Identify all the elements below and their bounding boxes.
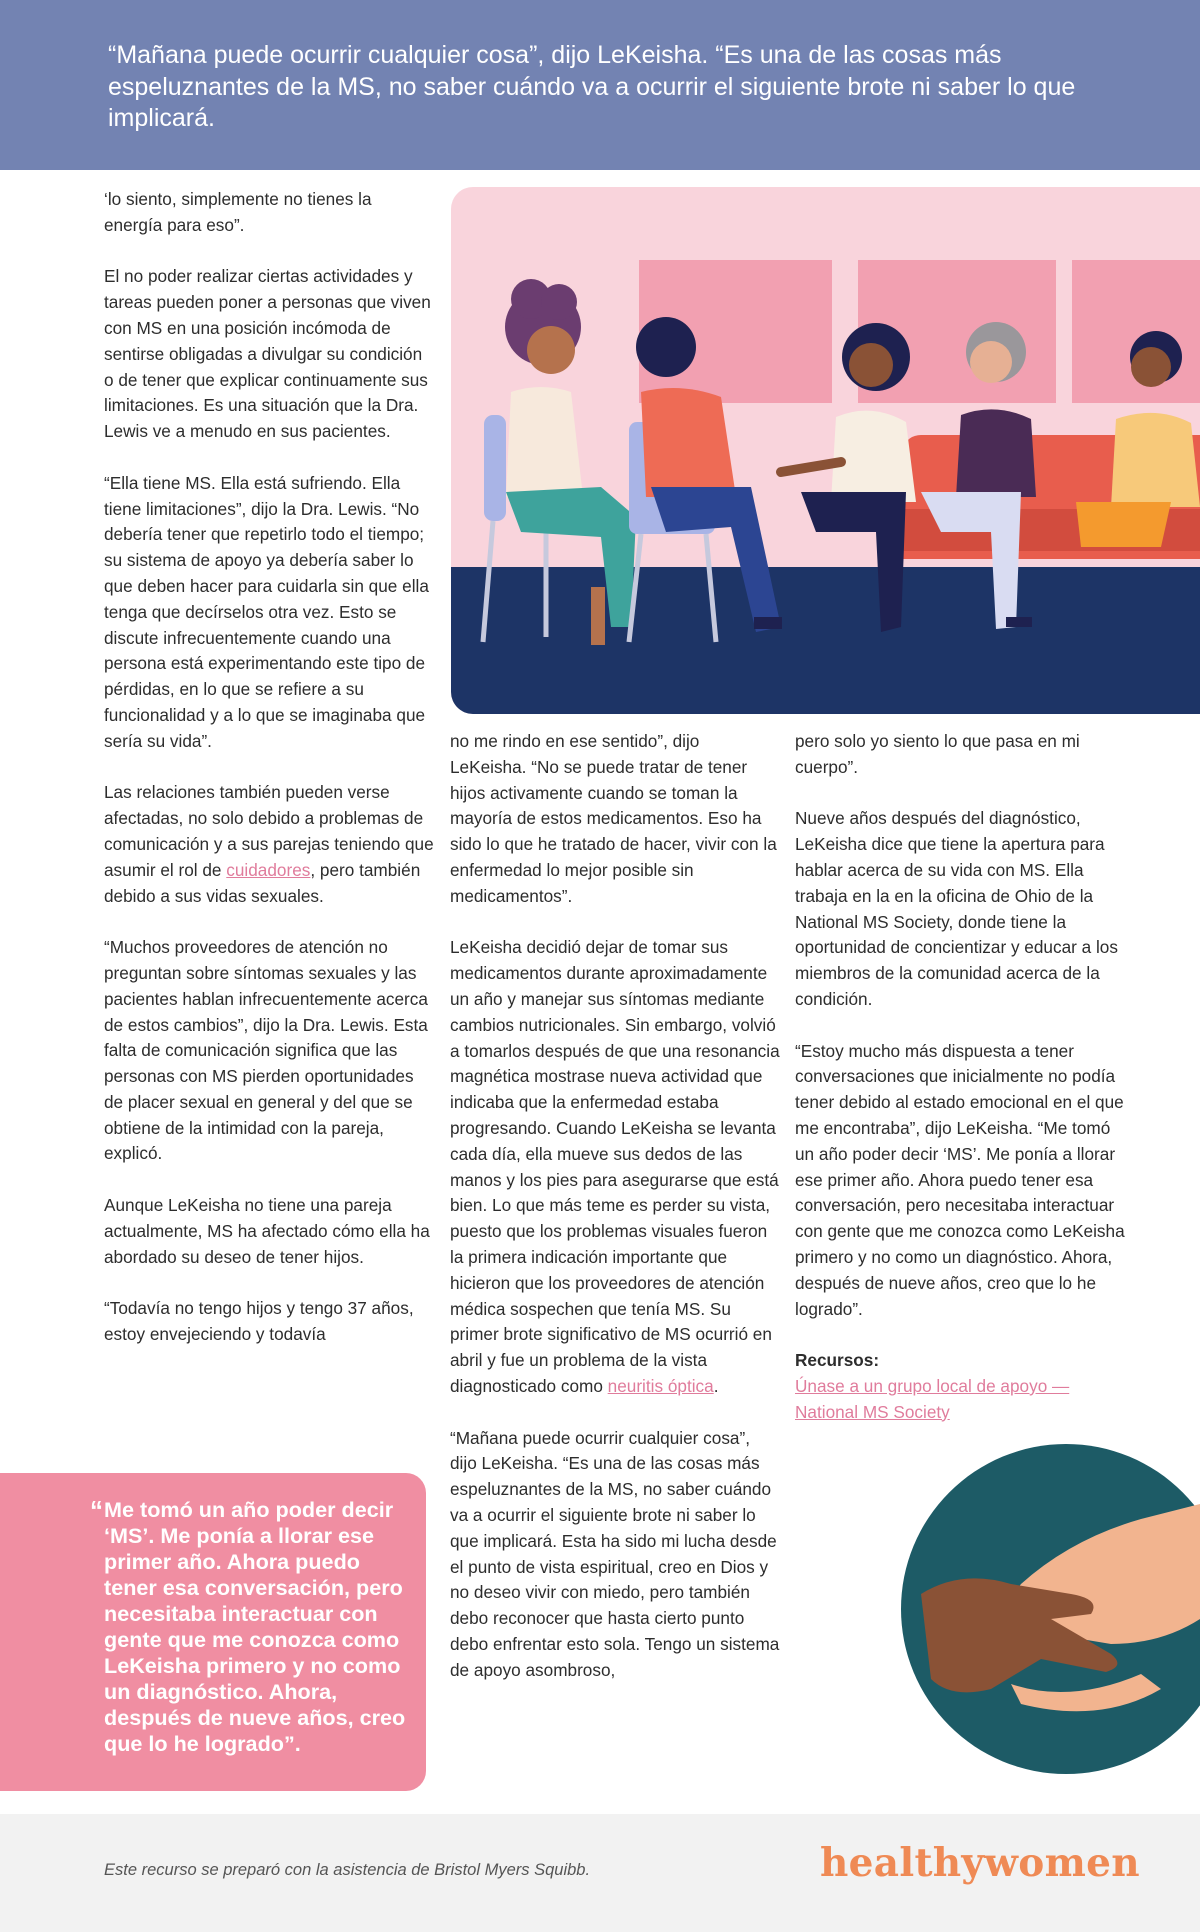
- column-1: [104, 187, 434, 1348]
- paragraph: “Ella tiene MS. Ella está sufriendo. Ella tiene limitaciones”, dijo la Dra. Lewis. “No debería tener que repetirlo todo el tiempo; su sistema de apoyo ya debería saber lo que deben hacer para cuidarla sin que ella tenga que decírselos otra vez. Esto se discute infrecuentemente cuando una persona está experimentando este tipo de pérdidas, en lo que se refiere a su funcionalidad y a lo que se imaginaba que sería su vida”.: [104, 472, 429, 751]
- column-2: [450, 729, 780, 1683]
- text: Las relaciones también pueden verse afectadas, no solo debido a problemas de comunicación y a sus parejas teniendo que asumir el rol de: [104, 782, 434, 880]
- column-3: [795, 729, 1125, 1426]
- paragraph: “Mañana puede ocurrir cualquier cosa”, dijo LeKeisha. “Es una de las cosas más espeluznantes de la MS, no saber cuándo va a ocurrir el siguiente brote ni saber lo que implicará. Esta ha sido mi lucha desde el punto de vista espiritual, creo en Dios y no deseo vivir con miedo, pero también debo reconocer que hasta cierto punto debo enfrentar esto sola. Tengo un sistema de apoyo asombroso,: [450, 1427, 780, 1680]
- header-quote: “Mañana puede ocurrir cualquier cosa”, dijo LeKeisha. “Es una de las cosas más espeluznantes de la MS, no saber cuándo va a ocurrir el siguiente brote ni saber lo que implicará.: [108, 41, 1076, 132]
- paragraph: ‘lo siento, simplemente no tienes la energía para eso”.: [104, 189, 372, 235]
- quote-mark: “: [90, 1495, 103, 1525]
- paragraph: El no poder realizar ciertas actividades y tareas pueden poner a personas que viven con MS en una posición incómoda de sentirse obligadas a divulgar su condición o de tener que explicar continuamente sus limitaciones. Es una situación que la Dra. Lewis ve a menudo en sus pacientes.: [104, 266, 431, 442]
- healthywomen-logo[interactable]: healthywomen: [820, 1840, 1140, 1886]
- paragraph: “Estoy mucho más dispuesta a tener conversaciones que inicialmente no podía tener debido al estado emocional en el que me encontraba”, dijo LeKeisha. “Me tomó un año poder decir ‘MS’. Me ponía a llorar ese primer año. Ahora puedo tener esa conversación, pero necesitaba interactuar con gente que me conozca como LeKeisha primero y no como un diagnóstico. Ahora, después de nueve años, creo que lo he logrado”.: [795, 1040, 1125, 1319]
- sponsor-credit: Este recurso se preparó con la asistencia de Bristol Myers Squibb.: [104, 1861, 591, 1879]
- text: LeKeisha decidió dejar de tomar sus medicamentos durante aproximadamente un año y manejar sus síntomas mediante cambios nutricionales. Sin embargo, volvió a tomarlos después de que una resonancia magnética mostrase nueva actividad que indicaba que la enfermedad estaba progresando. Cuando LeKeisha se levanta cada día, ella mueve sus dedos de las manos y los pies para asegurarse que está bien. Lo que más teme es perder su vista, puesto que los problemas visuales fueron la primera indicación importante que hicieron que los proveedores de atención médica sospechen que tenía MS. Su primer brote significativo de MS ocurrió en abril y fue un problema de la vista diagnosticado como: [450, 937, 780, 1396]
- paragraph: Aunque LeKeisha no tiene una pareja actualmente, MS ha afectado cómo ella ha abordado su deseo de tener hijos.: [104, 1195, 430, 1267]
- paragraph: [450, 935, 780, 1399]
- paragraph: “Muchos proveedores de atención no preguntan sobre síntomas sexuales y las pacientes hablan infrecuentemente acerca de estos cambios”, dijo la Dra. Lewis. Esta falta de comunicación significa que las personas con MS pierden oportunidades de placer sexual en general y del que se obtiene de la intimidad con la pareja, explicó.: [104, 937, 428, 1164]
- paragraph: pero solo yo siento lo que pasa en mi cuerpo”.: [795, 731, 1080, 777]
- resources-section: [795, 1348, 1125, 1425]
- text: .: [713, 1375, 719, 1396]
- paragraph: no me rindo en ese sentido”, dijo LeKeisha. “No se puede tratar de tener hijos activamente cuando se toman la mayoría de estos medicamentos. Eso ha sido lo que he tratado de hacer, vivir con la enfermedad lo mejor posible sin medicamentos”.: [450, 731, 777, 906]
- holding-hands-illustration-svg: [901, 1444, 1200, 1774]
- holding-hands-illustration: [901, 1444, 1200, 1774]
- pull-quote-text: Me tomó un año poder decir ‘MS’. Me ponía a llorar ese primer año. Ahora puedo tener esa conversación, pero necesitaba interactuar con gente que me conozca como LeKeisha primero y no como un diagnóstico. Ahora, después de nueve años, creo que lo he logrado”.: [104, 1497, 406, 1756]
- caregivers-link[interactable]: cuidadores: [226, 859, 311, 880]
- header-banner: [0, 0, 1200, 170]
- text: , pero también debido a sus vidas sexuales.: [104, 859, 421, 906]
- support-group-illustration: [451, 187, 1200, 714]
- optic-neuritis-link[interactable]: neuritis óptica: [607, 1375, 714, 1396]
- paragraph: [104, 780, 434, 909]
- support-group-link[interactable]: Únase a un grupo local de apoyo — National MS Society: [795, 1375, 1070, 1422]
- paragraph: “Todavía no tengo hijos y tengo 37 años, estoy envejeciendo y todavía: [104, 1298, 414, 1345]
- footer: [0, 1814, 1200, 1932]
- support-group-illustration-svg: [451, 187, 1200, 714]
- resources-label: Recursos:: [795, 1350, 880, 1371]
- pull-quote-box: [0, 1473, 426, 1791]
- paragraph: Nueve años después del diagnóstico, LeKeisha dice que tiene la apertura para hablar acerca de su vida con MS. Ella trabaja en la en la oficina de Ohio de la National MS Society, donde tiene la oportunidad de concientizar y educar a los miembros de la comunidad acerca de la condición.: [795, 808, 1118, 1009]
